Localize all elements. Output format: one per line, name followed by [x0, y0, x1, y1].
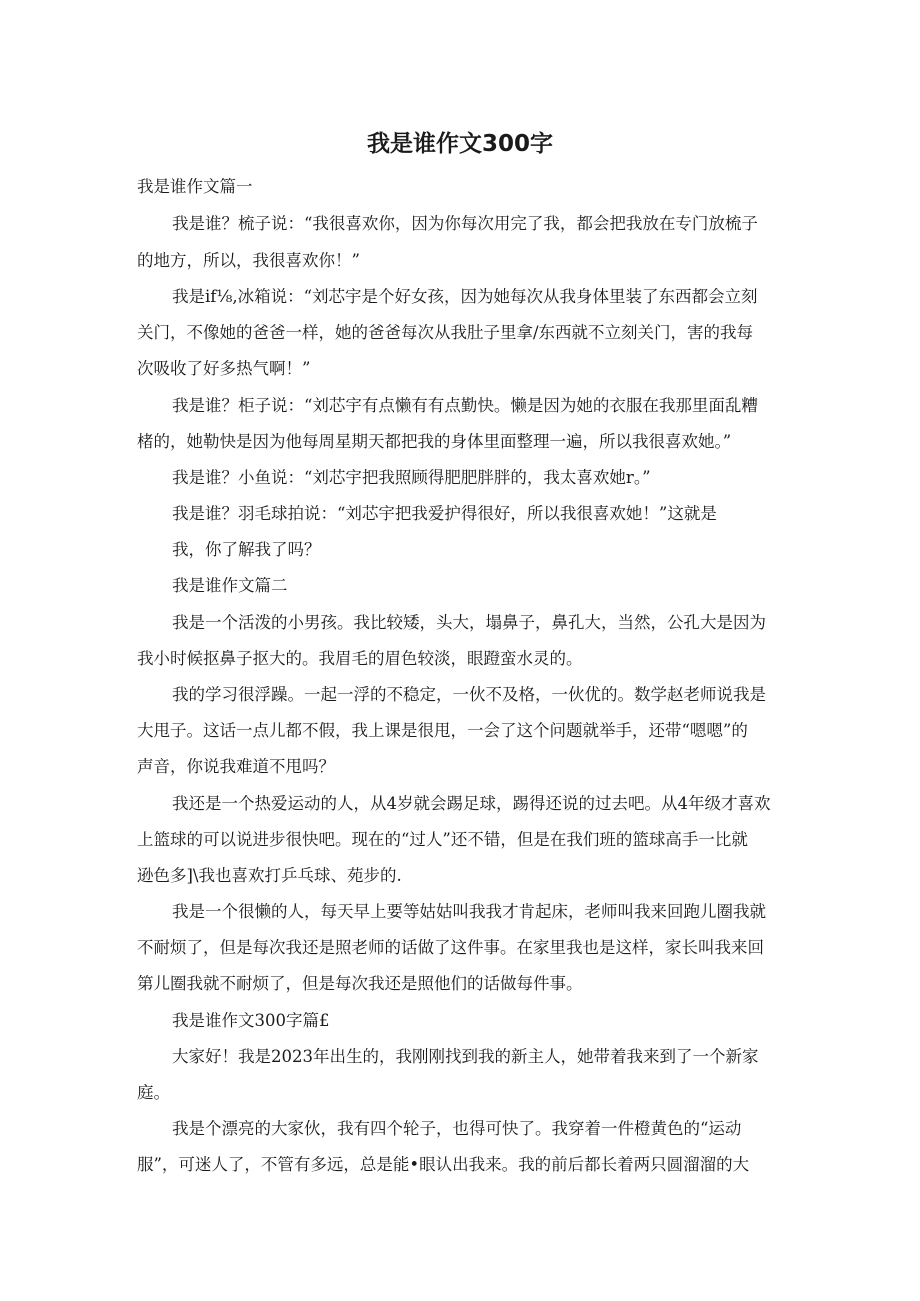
- page-title: 我是谁作文300字: [366, 131, 553, 157]
- paragraph-line: 逊色多]\我也喜欢打乒乓球、苑步的.: [137, 866, 402, 885]
- paragraph-line: 我还是一个热爱运动的人，从4岁就会踢足球，踢得还说的过去吧。从4年级才喜欢: [172, 794, 771, 813]
- paragraph-line: 庭。: [137, 1083, 170, 1102]
- paragraph-line: 我是一个很懒的人，每天早上要等姑姑叫我我才肯起床，老师叫我来回跑儿圈我就: [172, 902, 766, 921]
- section-heading: 我是谁作文篇二: [172, 576, 288, 595]
- paragraph-line: 我，你了解我了吗？: [172, 540, 321, 559]
- paragraph-line: 我是谁？柜子说：“刘芯宇有点懒有有点勤快。懒是因为她的衣服在我那里面乱糟: [172, 396, 758, 415]
- paragraph-line: 上篮球的可以说进步很快吧。现在的“过人”还不错，但是在我们班的篮球高手一比就: [137, 830, 748, 849]
- section-heading: 我是谁作文篇一: [137, 177, 253, 196]
- paragraph-line: 不耐烦了，但是每次我还是照老师的话做了这件事。在家里我也是这样，家长叫我来回: [137, 938, 764, 957]
- paragraph-line: 我是谁？梳子说：“我很喜欢你，因为你每次用完了我，都会把我放在专门放梳子: [172, 214, 758, 233]
- paragraph-line: 我是一个活泼的小男孩。我比较矮，头大，塌鼻子，鼻孔大，当然，公孔大是因为: [172, 613, 766, 632]
- paragraph-line: 次吸收了好多热气啊！”: [137, 359, 311, 378]
- paragraph-line: 的地方，所以，我很喜欢你！”: [137, 251, 360, 270]
- paragraph-line: 关门，不像她的爸爸一样，她的爸爸每次从我肚子里拿/东西就不立刻关门，害的我每: [137, 323, 754, 342]
- paragraph-line: 楮的，她勒快是因为他每周星期天都把我的身体里面整理一遍，所以我很喜欢她。”: [137, 432, 732, 451]
- paragraph-line: 我小时候抠鼻子抠大的。我眉毛的眉色较淡，眼蹬蛮水灵的。: [137, 649, 583, 668]
- paragraph-line: 声音，你说我难道不甩吗？: [137, 757, 335, 776]
- paragraph-line: 第儿圈我就不耐烦了，但是每次我还是照他们的话做每件事。: [137, 974, 583, 993]
- paragraph-line: 服”，可迷人了，不管有多远，总是能•眼认出我来。我的前后都长着两只圆溜溜的大: [137, 1155, 750, 1174]
- paragraph-line: 我是谁？小鱼说：“刘芯宇把我照顾得肥肥胖胖的，我太喜欢她r。”: [172, 468, 651, 487]
- paragraph-line: 我的学习很浮躁。一起一浮的不稳定，一伙不及格，一伙优的。数学赵老师说我是: [172, 685, 766, 704]
- section-heading: 我是谁作文300字篇£: [172, 1011, 330, 1030]
- paragraph-line: 大甩子。这话一点儿都不假，我上课是很甩，一会了这个问题就举手，还带“嗯嗯”的: [137, 721, 748, 740]
- paragraph-line: 我是个漂亮的大家伙，我有四个轮子，也得可快了。我穿着一件橙黄色的“运动: [172, 1119, 742, 1138]
- paragraph-line: 大家好！我是2023年出生的，我刚刚找到我的新主人，她带着我来到了一个新家: [172, 1047, 759, 1066]
- paragraph-line: 我是谁？羽毛球拍说：“刘芯宇把我爱护得很好，所以我很喜欢她！”这就是: [172, 504, 717, 523]
- paragraph-line: 我是if⅛,冰箱说：“刘芯宇是个好女孩，因为她每次从我身体里装了东西都会立刻: [172, 287, 758, 306]
